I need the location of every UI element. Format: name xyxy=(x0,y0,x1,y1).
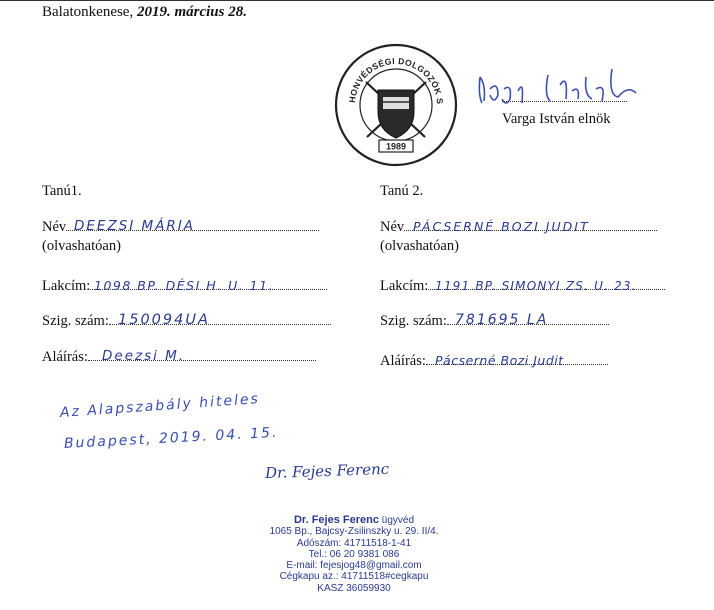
lawyer-signature: Dr. Fejes Ferenc xyxy=(264,459,390,483)
lawyer-cegkapu: Cégkapu az.: 41711518#cegkapu xyxy=(279,571,429,583)
witness1-id-value: 150094UA xyxy=(118,312,210,328)
witness1-id-field xyxy=(42,312,331,330)
witness1-sign-value: Deezsi M. xyxy=(102,348,186,364)
lawyer-title: ügyvéd xyxy=(378,515,415,526)
lawyer-address: 1065 Bp., Bajcsy-Zsilinszky u. 29. II/4. xyxy=(269,526,439,538)
witness1-name-value: DEEZSI MÁRIA xyxy=(74,218,196,234)
witness2-name-label: Név xyxy=(380,219,405,235)
witness1-name-field xyxy=(42,218,319,236)
witness2-name-note: (olvashatóan) xyxy=(380,238,459,254)
witness2-name-value: PÁCSERNÉ BOZI JUDIT xyxy=(413,219,590,234)
witness1-address-label: Lakcím: xyxy=(42,278,91,294)
witness2-id-field xyxy=(380,312,609,330)
witness1-id-label: Szig. szám: xyxy=(42,313,109,329)
header-date: 2019. március 28. xyxy=(136,4,247,20)
witness2-signature-field xyxy=(380,352,608,370)
lawyer-stamp-name-row xyxy=(254,515,454,526)
witness2-heading: Tanú 2. xyxy=(380,183,424,199)
lawyer-tax-number: Adószám: 41711518-1-41 xyxy=(296,537,412,549)
seal-text: HONVÉDSÉGI DOLGOZÓK S xyxy=(346,55,446,105)
lawyer-name: Dr. Fejes Ferenc xyxy=(293,514,379,526)
witness1-name-label: Név xyxy=(42,219,67,235)
witness1-heading: Tanú1. xyxy=(42,183,82,199)
lawyer-stamp xyxy=(254,515,454,594)
witness2-address-field xyxy=(380,277,665,295)
lawyer-kasz: KASZ 36059930 xyxy=(317,582,391,594)
witness2-sign-value: Pácserné Bozi Judit xyxy=(435,353,564,368)
witness2-id-value: 781695 LA xyxy=(455,312,549,328)
witness2-address-label: Lakcím: xyxy=(380,278,429,294)
witness1-address-field xyxy=(42,277,327,295)
lawyer-email: E-mail: fejesjog48@gmail.com xyxy=(286,560,422,572)
header-place: Balatonkenese, xyxy=(42,4,134,20)
chairman-signature-area xyxy=(468,55,658,130)
chairman-signature xyxy=(468,55,658,107)
witness2-id-label: Szig. szám: xyxy=(380,313,447,329)
chairman-label: Varga István elnök xyxy=(502,111,611,127)
witness1-signature-field xyxy=(42,348,316,366)
header xyxy=(42,4,247,21)
top-rule xyxy=(0,0,714,1)
witness1-name-note: (olvashatóan) xyxy=(42,238,121,254)
lawyer-phone: Tel.: 06 20 9381 086 xyxy=(308,548,400,560)
union-seal xyxy=(333,42,459,168)
witness2-name-field xyxy=(380,218,657,236)
certification-line2: Budapest, 2019. 04. 15. xyxy=(63,424,279,452)
witness1-address-value: 1098 BP. DÉSI H. U. 11. xyxy=(94,278,275,293)
seal-year: 1989 xyxy=(385,141,407,152)
certification-line1: Az Alapszabály hiteles xyxy=(59,391,261,421)
chairman-sign-line xyxy=(502,101,627,102)
witness2-sign-label: Aláírás: xyxy=(380,353,426,369)
witness2-address-value: 1191 BP. SIMONYI ZS. U. 23. xyxy=(435,279,637,293)
witness1-sign-label: Aláírás: xyxy=(42,349,88,365)
